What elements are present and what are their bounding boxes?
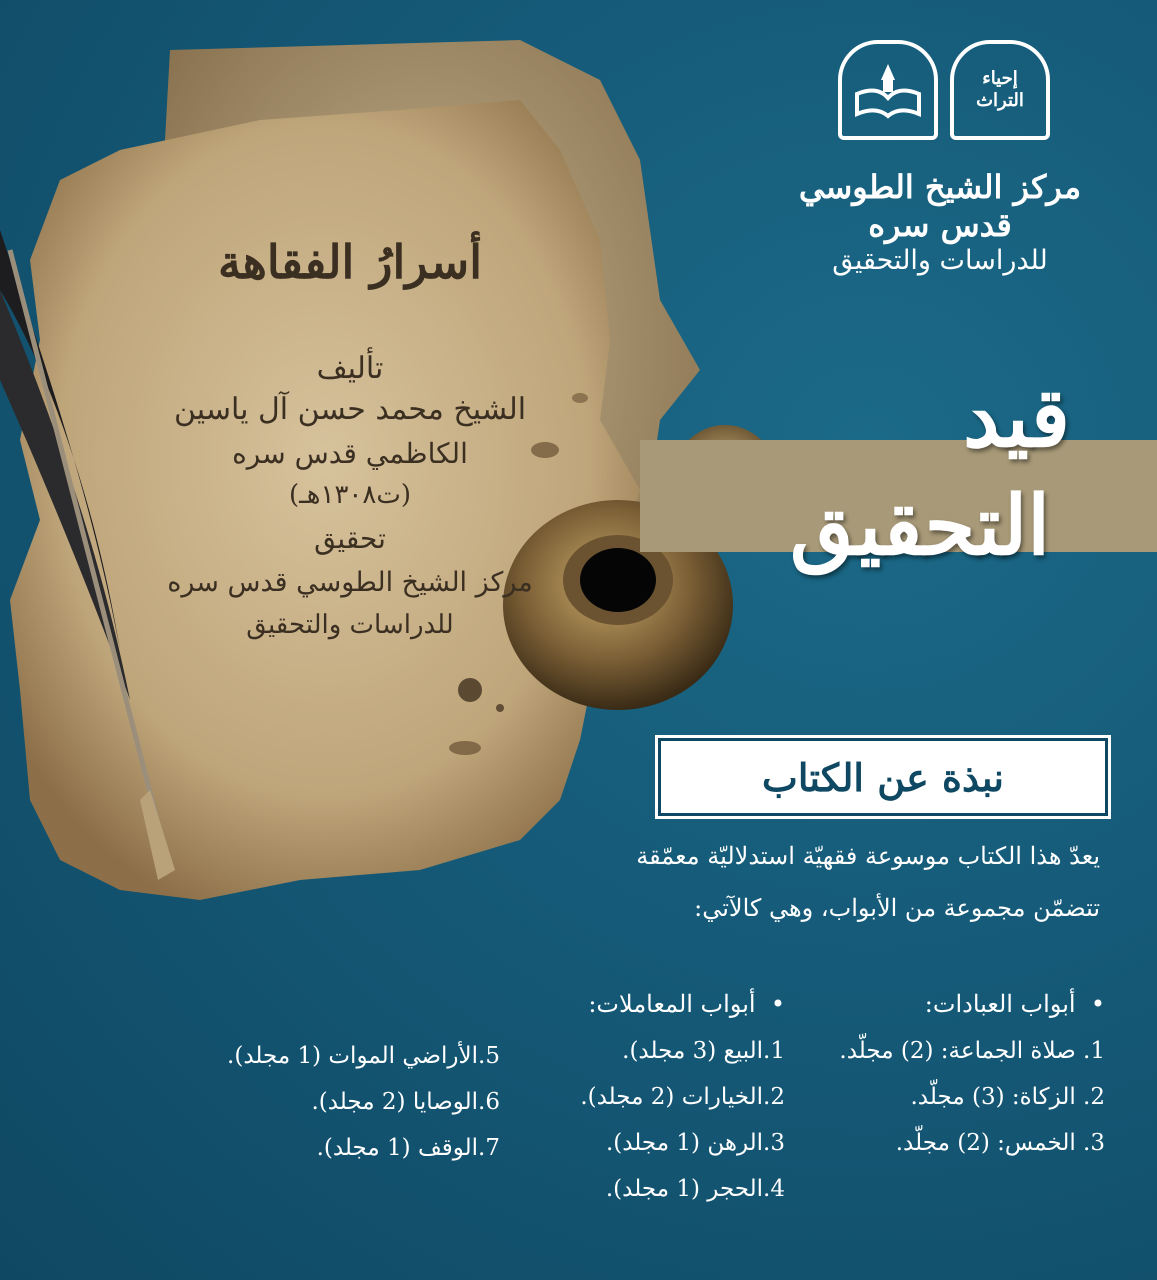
death-year: (ت١٣٠٨هـ) [289, 480, 411, 510]
list-item: 1. صلاة الجماعة: (2) مجلّد. [839, 1038, 1105, 1064]
ihya-turath-logo [950, 40, 1050, 140]
book-cover-text [110, 225, 590, 640]
list-item: 4.الحجر (1 مجلد). [605, 1176, 785, 1202]
center-subtitle: للدراسات والتحقيق [832, 245, 1048, 276]
list-item: 2.الخيارات (2 مجلد). [580, 1084, 785, 1110]
transactions-list [530, 990, 785, 1202]
authorship-label: تأليف [316, 351, 384, 386]
editing-label: تحقيق [314, 522, 386, 555]
ihya-logo-text: إحياء التراث [976, 68, 1024, 111]
headline-line-1: قيد [963, 370, 1070, 466]
list-item: 6.الوصايا (2 مجلد). [311, 1089, 500, 1115]
list-item: 5.الأراضي الموات (1 مجلد). [227, 1043, 500, 1069]
list-item: 7.الوقف (1 مجلد). [316, 1135, 500, 1161]
center-name: مركز الشيخ الطوسي قدس سره [798, 168, 1082, 244]
headline-line-2: التحقيق [789, 478, 1050, 574]
list-item: 1.البيع (3 مجلد). [622, 1038, 785, 1064]
open-book-icon [853, 60, 923, 120]
editor-line-2: للدراسات والتحقيق [246, 610, 454, 640]
author-line-1: الشيخ محمد حسن آل ياسين [173, 392, 527, 427]
book-title: أسرارُ الفقاهة [218, 235, 482, 289]
worship-heading: • أبواب العبادات: [924, 990, 1105, 1018]
list-item: 3. الخمس: (2) مجلّد. [895, 1130, 1105, 1156]
worship-list [790, 990, 1105, 1156]
list-item: 2. الزكاة: (3) مجلّد. [910, 1084, 1105, 1110]
editor-line-1: مركز الشيخ الطوسي قدس سره [167, 567, 533, 598]
about-heading: نبذة عن الكتاب [762, 754, 1004, 800]
list-item: 3.الرهن (1 مجلد). [605, 1130, 785, 1156]
about-paragraph: يعدّ هذا الكتاب موسوعة فقهيّة استدلاليّة معمّقة تتضمّن مجموعة من الأبواب، وهي كالآتي: [636, 842, 1100, 922]
transactions-heading: • أبواب المعاملات: [588, 990, 785, 1018]
bullet-icon: • [1075, 990, 1105, 1018]
tusi-center-logo [838, 40, 938, 140]
bullet-icon: • [755, 990, 785, 1018]
transactions-list-continued [190, 1043, 500, 1161]
author-line-2: الكاظمي قدس سره [232, 437, 468, 470]
about-heading-box [658, 738, 1108, 816]
